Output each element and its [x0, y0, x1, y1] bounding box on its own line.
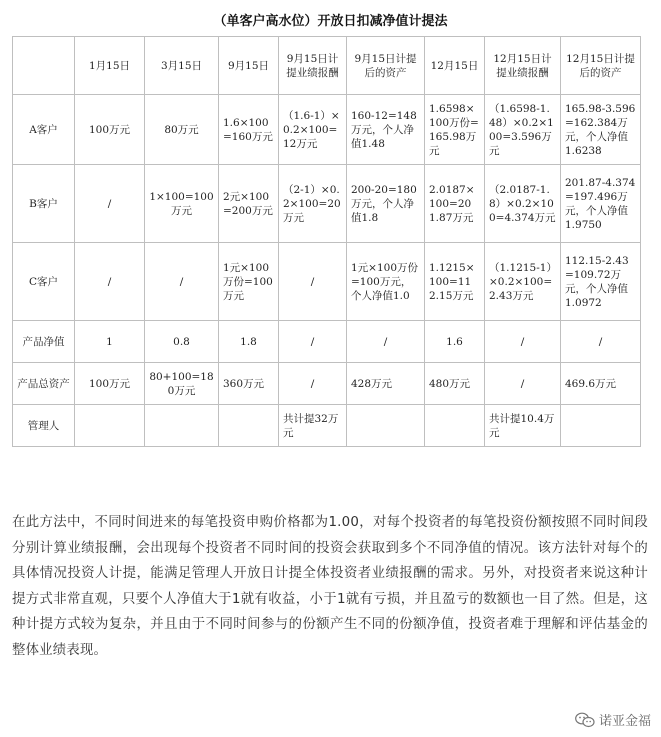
table-cell: 1.6598×100万份=165.98万元	[425, 95, 485, 165]
table-cell: 469.6万元	[561, 363, 641, 405]
table-row	[13, 321, 641, 363]
table-cell: 100万元	[75, 95, 145, 165]
table-cell: 360万元	[219, 363, 279, 405]
table-cell: 1.8	[219, 321, 279, 363]
table-title: （单客户高水位）开放日扣减净值计提法	[213, 14, 448, 29]
table-cell	[75, 405, 145, 447]
table-row	[13, 363, 641, 405]
table-cell: 0.8	[145, 321, 219, 363]
table-cell: 428万元	[347, 363, 425, 405]
table-cell: 200-20=180万元，个人净值1.8	[347, 165, 425, 243]
table-cell: 100万元	[75, 363, 145, 405]
table-cell: 80+100=180万元	[145, 363, 219, 405]
table-cell: 1.1215×100=112.15万元	[425, 243, 485, 321]
wechat-icon	[575, 712, 595, 728]
column-header: 1月15日	[75, 37, 145, 95]
table-row	[13, 405, 641, 447]
column-header: 12月15日计提后的资产	[561, 37, 641, 95]
table-cell: 1元×100万份=100万元	[219, 243, 279, 321]
column-header: 9月15日计提业绩报酬	[279, 37, 347, 95]
table-cell: 165.98-3.596=162.384万元，个人净值1.6238	[561, 95, 641, 165]
row-label: A客户	[13, 95, 75, 165]
table-cell: /	[561, 321, 641, 363]
row-label: B客户	[13, 165, 75, 243]
table-cell: /	[485, 363, 561, 405]
table-cell: /	[485, 321, 561, 363]
table-cell: （1.6598-1.48）×0.2×100=3.596万元	[485, 95, 561, 165]
table-cell: 160-12=148万元，个人净值1.48	[347, 95, 425, 165]
row-label: 产品净值	[13, 321, 75, 363]
table-cell: 共计提32万元	[279, 405, 347, 447]
table-cell: 2元×100=200万元	[219, 165, 279, 243]
table-row	[13, 243, 641, 321]
table-cell: 1×100=100万元	[145, 165, 219, 243]
column-header: 9月15日	[219, 37, 279, 95]
table-cell	[425, 405, 485, 447]
table-cell: （2-1）×0.2×100=20万元	[279, 165, 347, 243]
row-label: 产品总资产	[13, 363, 75, 405]
table-cell	[561, 405, 641, 447]
row-label: 管理人	[13, 405, 75, 447]
table-cell: （2.0187-1.8）×0.2×100=4.374万元	[485, 165, 561, 243]
table-cell: 共计提10.4万元	[485, 405, 561, 447]
table-cell: /	[279, 243, 347, 321]
column-header: 3月15日	[145, 37, 219, 95]
table-cell: /	[279, 363, 347, 405]
table-row	[13, 95, 641, 165]
table-cell: /	[75, 243, 145, 321]
watermark	[575, 710, 651, 729]
calculation-table	[12, 36, 641, 447]
watermark-text: 诺亚金福	[598, 714, 651, 729]
table-cell: 1.6	[425, 321, 485, 363]
row-label: C客户	[13, 243, 75, 321]
table-cell: 112.15-2.43=109.72万元，个人净值1.0972	[561, 243, 641, 321]
table-cell: 2.0187×100=201.87万元	[425, 165, 485, 243]
column-header: 12月15日计提业绩报酬	[485, 37, 561, 95]
explanation-paragraph: 在此方法中，不同时间进来的每笔投资申购价格都为1.00，对每个投资者的每笔投资份额按照不同时间段分别计算业绩报酬，会出现每个投资者不同时间的投资会获取到多个不同净值的情况。该方法针对每个的具体情况投资人计提，能满足管理人开放日计提全体投资者业绩报酬的需求。另外，对投资者来说这种计提方式非常直观，只要个人净值大于1就有收益，小于1就有亏损，并且盈亏的数额也一目了然。但是，这种计提方式较为复杂，并且由于不同时间参与的份额产生不同的份额净值，投资者难于理解和评估基金的整体业绩表现。	[12, 515, 648, 658]
header-row	[13, 37, 641, 95]
table-cell: 80万元	[145, 95, 219, 165]
table-cell: /	[347, 321, 425, 363]
table-cell: 480万元	[425, 363, 485, 405]
table-cell: （1.6-1）×0.2×100=12万元	[279, 95, 347, 165]
table-cell: 1.6×100=160万元	[219, 95, 279, 165]
table-cell: （1.1215-1）×0.2×100=2.43万元	[485, 243, 561, 321]
table-cell	[145, 405, 219, 447]
table-cell: 201.87-4.374=197.496万元，个人净值1.9750	[561, 165, 641, 243]
table-cell	[347, 405, 425, 447]
table-row	[13, 165, 641, 243]
table-cell: /	[145, 243, 219, 321]
table-cell: /	[279, 321, 347, 363]
table-cell: 1	[75, 321, 145, 363]
column-header	[13, 37, 75, 95]
column-header: 12月15日	[425, 37, 485, 95]
table-cell: /	[75, 165, 145, 243]
column-header: 9月15日计提后的资产	[347, 37, 425, 95]
table-cell	[219, 405, 279, 447]
table-cell: 1元×100万份=100万元，个人净值1.0	[347, 243, 425, 321]
